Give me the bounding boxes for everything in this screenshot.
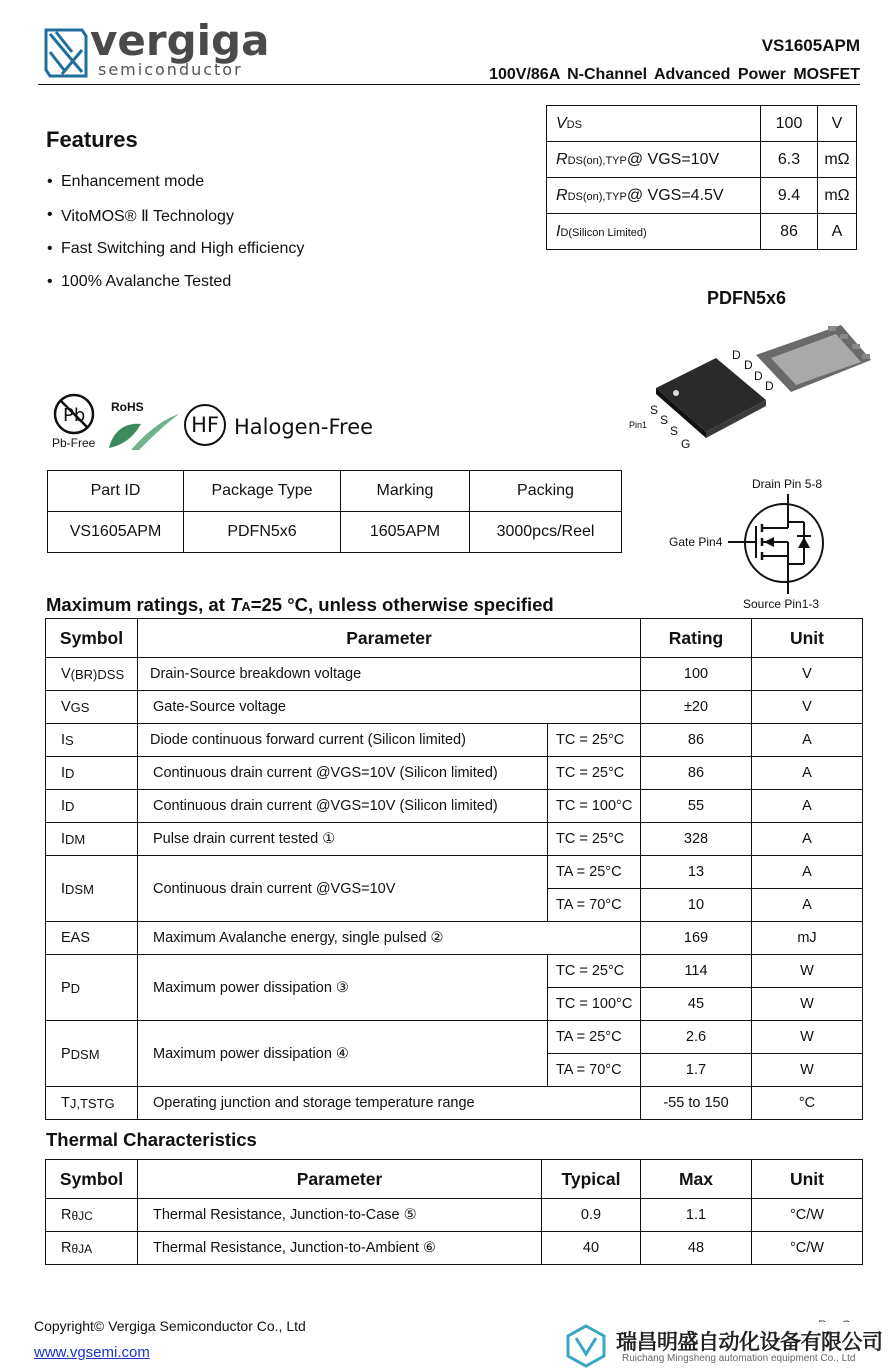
rohs-leaf-icon	[105, 412, 185, 452]
brand-name: vergiga	[90, 16, 270, 65]
table-row: $R_{\theta JA}$ Thermal Resistance, Junction-to-Ambient ⑥ 40 48 °C/W	[46, 1232, 863, 1265]
rohs-badge	[105, 400, 185, 452]
table-row: EAS Maximum Avalanche energy, single pulsed ② 169 mJ	[46, 922, 863, 955]
features-title: Features	[46, 127, 138, 152]
table-cell: VS1605APM	[48, 512, 184, 553]
pb-free-icon	[50, 392, 100, 436]
table-row: $I_{DSM}$ Continuous drain current @VGS=10V TA = 25°C 13 A	[46, 856, 863, 889]
pin-g-label: G	[681, 437, 691, 451]
table-row: TA = 70°C 10 A	[46, 889, 863, 922]
pin-s-label: S	[670, 424, 679, 438]
feature-item: • VitoMOS® Ⅱ Technology	[61, 206, 304, 240]
table-row: $I_S$ Diode continuous forward current (Silicon limited) TC = 25°C 86 A	[46, 724, 863, 757]
watermark-logo-icon	[566, 1324, 606, 1368]
table-cell: 3000pcs/Reel	[470, 512, 622, 553]
column-header: Max	[641, 1160, 752, 1199]
watermark-cn: 瑞昌明盛自动化设备有限公司	[616, 1330, 883, 1354]
pin-d-label: D	[744, 358, 753, 372]
rohs-label: RoHS	[111, 400, 144, 414]
halogen-free-badge	[184, 404, 374, 450]
company-logo	[42, 16, 272, 82]
column-header: Parameter	[138, 619, 641, 658]
spec-value: 6.3	[761, 142, 818, 178]
spec-unit: mΩ	[818, 142, 857, 178]
pin-s-label: S	[660, 413, 669, 427]
pb-free-badge	[48, 392, 100, 452]
max-ratings-title: Maximum ratings, at TA=25 °C, unless otherwise specified	[46, 594, 554, 615]
spec-symbol: RDS(on),TYP@ VGS=10V	[547, 142, 761, 178]
table-row: $I_D$ Continuous drain current @VGS=10V (Silicon limited) TC = 100°C 55 A	[46, 790, 863, 823]
spec-symbol: ID(Silicon Limited)	[547, 214, 761, 250]
package-illustration	[626, 320, 876, 455]
max-ratings-table	[45, 618, 863, 1120]
gate-pin-label: Gate Pin4	[669, 535, 723, 549]
table-row: TC = 100°C 45 W	[46, 988, 863, 1021]
feature-item: • Enhancement mode	[61, 173, 304, 206]
n-mosfet-symbol-icon	[660, 476, 860, 614]
logo-mark-icon	[42, 22, 90, 80]
spec-value: 100	[761, 106, 818, 142]
spec-value: 9.4	[761, 178, 818, 214]
spec-unit: V	[818, 106, 857, 142]
column-header: Symbol	[46, 1160, 138, 1199]
column-header: Marking	[341, 471, 470, 512]
table-cell: 1605APM	[341, 512, 470, 553]
table-row: $V_{(BR)DSS}$ Drain-Source breakdown voltage 100 V	[46, 658, 863, 691]
table-row: $P_{DSM}$ Maximum power dissipation ④ TA = 25°C 2.6 W	[46, 1021, 863, 1054]
spec-unit: A	[818, 214, 857, 250]
spec-symbol: RDS(on),TYP@ VGS=4.5V	[547, 178, 761, 214]
drain-pin-label: Drain Pin 5-8	[752, 477, 823, 491]
pin-s-label: S	[650, 403, 659, 417]
pin1-label: Pin1	[629, 420, 648, 430]
spec-value: 86	[761, 214, 818, 250]
table-row: $T_{J,TSTG}$ Operating junction and storage temperature range -55 to 150 °C	[46, 1087, 863, 1120]
column-header: Parameter	[138, 1160, 542, 1199]
mosfet-schematic	[660, 476, 860, 614]
pb-free-label: Pb-Free	[52, 436, 96, 450]
thermal-table	[45, 1159, 863, 1265]
column-header: Typical	[542, 1160, 641, 1199]
feature-item: • 100% Avalanche Tested	[61, 273, 304, 306]
copyright-text: Copyright© Vergiga Semiconductor Co., Ltd	[34, 1318, 306, 1334]
table-cell: PDFN5x6	[184, 512, 341, 553]
table-row: $I_{DM}$ Pulse drain current tested ① TC = 25°C 328 A	[46, 823, 863, 856]
header-rule	[38, 84, 860, 85]
ordering-info-table	[47, 470, 622, 553]
column-header: Rating	[641, 619, 752, 658]
table-row: TA = 70°C 1.7 W	[46, 1054, 863, 1087]
feature-item: • Fast Switching and High efficiency	[61, 240, 304, 273]
source-pin-label: Source Pin1-3	[743, 597, 820, 611]
part-number-title: VS1605APM	[761, 36, 860, 55]
pin-d-label: D	[765, 379, 774, 393]
spec-symbol: VDS	[547, 106, 761, 142]
halogen-free-label: Halogen-Free	[234, 415, 374, 439]
watermark-en: Ruichang Mingsheng automation equipment Co., Ltd	[622, 1353, 856, 1364]
column-header: Packing	[470, 471, 622, 512]
pin-d-label: D	[732, 348, 741, 362]
document-subtitle: 100V/86A N-Channel Advanced Power MOSFET	[489, 66, 860, 83]
key-specs-table	[546, 105, 857, 250]
brand-subtitle: semiconductor	[98, 60, 243, 79]
website-link[interactable]: www.vgsemi.com	[34, 1344, 150, 1361]
pin-d-label: D	[754, 369, 763, 383]
column-header: Unit	[752, 619, 863, 658]
column-header: Symbol	[46, 619, 138, 658]
table-row: $I_D$ Continuous drain current @VGS=10V (Silicon limited) TC = 25°C 86 A	[46, 757, 863, 790]
table-row: $R_{\theta JC}$ Thermal Resistance, Junction-to-Case ⑤ 0.9 1.1 °C/W	[46, 1199, 863, 1232]
table-row: $P_D$ Maximum power dissipation ③ TC = 25°C 114 W	[46, 955, 863, 988]
thermal-title: Thermal Characteristics	[46, 1129, 257, 1150]
pdfn-package-icon	[626, 320, 876, 455]
column-header: Unit	[752, 1160, 863, 1199]
watermark	[566, 1322, 895, 1370]
table-row: $V_{GS}$ Gate-Source voltage ±20 V	[46, 691, 863, 724]
package-title: PDFN5x6	[707, 288, 787, 308]
column-header: Package Type	[184, 471, 341, 512]
svg-text:Pb: Pb	[63, 405, 86, 426]
spec-unit: mΩ	[818, 178, 857, 214]
column-header: Part ID	[48, 471, 184, 512]
features-list	[46, 173, 304, 306]
hf-icon: HF	[184, 404, 226, 446]
